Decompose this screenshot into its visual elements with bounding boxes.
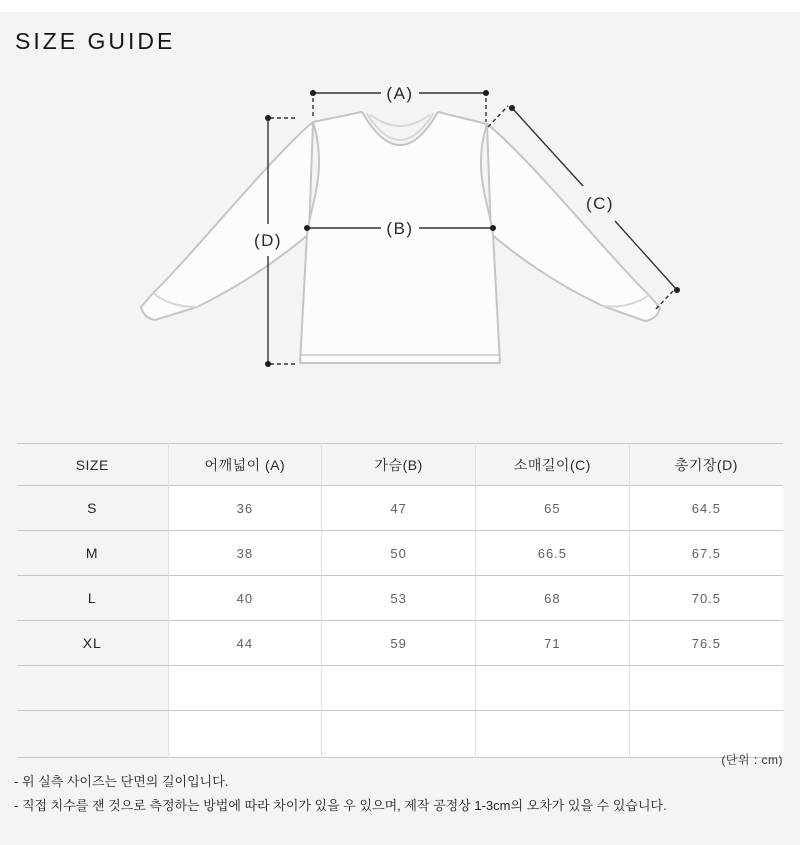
measurement-d-dot-top: [265, 115, 271, 121]
measurement-label-a: (A): [386, 84, 414, 103]
value-cell: 50: [322, 531, 476, 576]
table-row-l: [17, 576, 783, 621]
value-cell: 38: [168, 531, 322, 576]
value-cell: 64.5: [629, 486, 783, 531]
measurement-label-b: (B): [386, 219, 414, 238]
value-cell: [476, 666, 630, 711]
header-size: SIZE: [75, 456, 109, 473]
value-cell: 76.5: [629, 621, 783, 666]
value-cell: 66.5: [476, 531, 630, 576]
top-white-strip: [0, 0, 800, 12]
value-cell: 36: [168, 486, 322, 531]
value-cell: 65: [476, 486, 630, 531]
value-cell: [322, 711, 476, 758]
measurement-c-dot-top: [509, 105, 515, 111]
value-cell: 40: [168, 576, 322, 621]
value-cell: [168, 666, 322, 711]
size-cell: XL: [82, 635, 102, 651]
value-cell: 71: [476, 621, 630, 666]
measurement-label-c: (C): [585, 194, 615, 213]
header-sleeve-length: 소매길이(C): [476, 444, 630, 486]
size-table: [17, 443, 783, 758]
header-shoulder-width: 어깨넓이 (A): [168, 444, 322, 486]
measurement-label-d: (D): [253, 231, 283, 250]
measurement-a-dot-right: [483, 90, 489, 96]
header-chest: 가슴(B): [322, 444, 476, 486]
header-total-length: 총기장(D): [629, 444, 783, 486]
table-row-empty: [17, 666, 783, 711]
value-cell: 53: [322, 576, 476, 621]
size-cell: S: [87, 500, 98, 516]
table-row-empty: [17, 711, 783, 758]
shirt-measurement-diagram: [0, 60, 800, 420]
page-title: SIZE GUIDE: [15, 28, 176, 54]
note-line-1: - 위 실측 사이즈는 단면의 길이입니다.: [14, 774, 229, 789]
size-cell: M: [85, 545, 99, 561]
value-cell: [322, 666, 476, 711]
value-cell: 44: [168, 621, 322, 666]
measurement-b-dot-right: [490, 225, 496, 231]
measurement-d-dot-bottom: [265, 361, 271, 367]
value-cell: 67.5: [629, 531, 783, 576]
size-cell: [17, 711, 168, 758]
value-cell: 70.5: [629, 576, 783, 621]
value-cell: [629, 666, 783, 711]
measurement-b-dot-left: [304, 225, 310, 231]
measurement-c-dot-bottom: [674, 287, 680, 293]
value-cell: 68: [476, 576, 630, 621]
footer-notes: [14, 770, 786, 818]
value-cell: 47: [322, 486, 476, 531]
table-row-m: [17, 531, 783, 576]
size-cell: L: [87, 590, 97, 606]
shirt-diagram-svg: [0, 60, 800, 420]
table-row-xl: [17, 621, 783, 666]
unit-label: (단위 : cm): [721, 753, 783, 767]
value-cell: [168, 711, 322, 758]
value-cell: 59: [322, 621, 476, 666]
value-cell: [476, 711, 630, 758]
size-cell: [17, 666, 168, 711]
note-line-2: - 직접 치수를 잰 것으로 측정하는 방법에 따라 차이가 있을 우 있으며, 제작 공정상 1-3cm의 오차가 있을 수 있습니다.: [14, 798, 667, 813]
table-row-s: [17, 486, 783, 531]
size-table-header-row: [17, 444, 783, 486]
measurement-a-dot-left: [310, 90, 316, 96]
